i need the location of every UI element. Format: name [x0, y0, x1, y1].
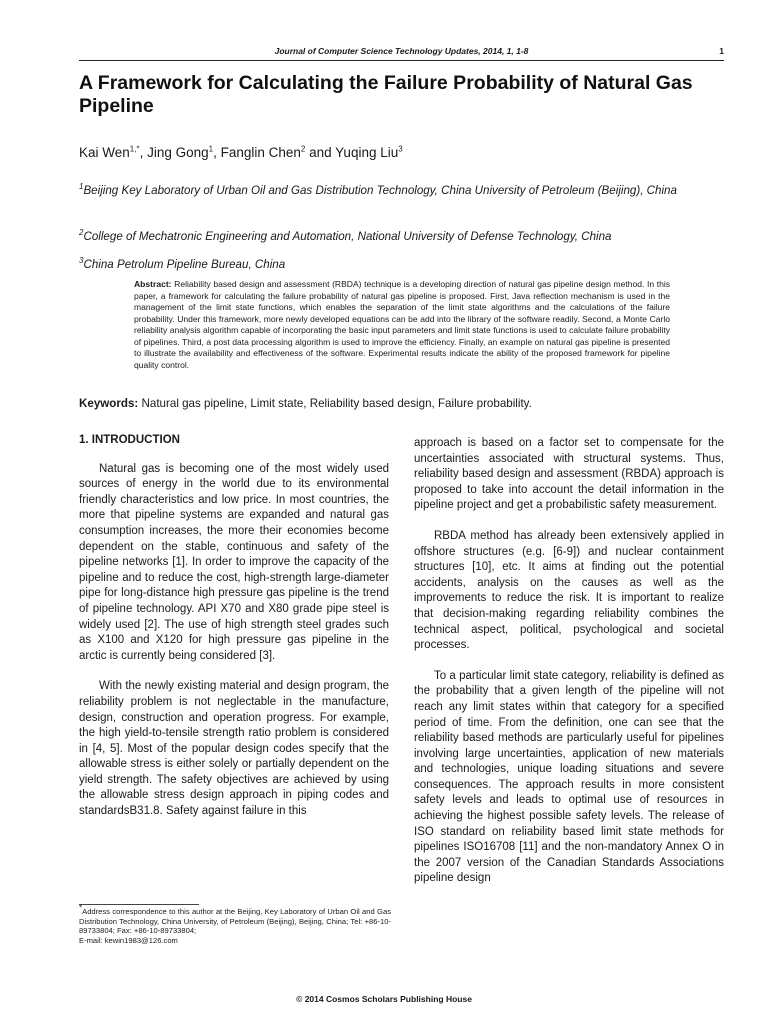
footnote-rule: [79, 904, 199, 905]
author-separator: ,: [213, 145, 221, 160]
affiliation-3: [79, 257, 724, 273]
journal-citation: Journal of Computer Science Technology Updates, 2014, 1, 1-8: [274, 46, 529, 56]
keywords: [79, 397, 532, 410]
affiliation-number: 3: [79, 256, 84, 266]
paper-title: A Framework for Calculating the Failure Probability of Natural Gas Pipeline: [79, 72, 693, 117]
author-affiliation-mark: 2: [300, 144, 306, 154]
author-affiliation-mark: 1,*: [129, 144, 140, 154]
running-header: [79, 44, 724, 61]
abstract-text: Reliability based design and assessment (RBDA) technique is a developing direction of natural gas pipeline design method. In this paper, a framework for calculating the failure probability of natural gas pipeline is proposed. First, Java reflection mechanism is used in the management of the limit state functions, which enables the separation of the limit state algorithms and the calculations of the failure probability. Under this framework, more newly developed equations can be add into the library of the software readily. Second, a Monte Carlo reliability analysis algorithm capable of incorporating the basic input parameters and limit state functions is used to calculate failure probability of pipelines. Third, a post data processing algorithm is used to improve the efficiency. Finally, an example on natural gas pipeline is presented to illustrate the availability and effectiveness of the software. Experimental results indicate the ability of the proposed framework for pipeline quality control.: [134, 279, 671, 370]
section-heading: 1. INTRODUCTION: [79, 434, 180, 446]
keywords-text: Natural gas pipeline, Limit state, Reliability based design, Failure probability.: [141, 397, 532, 410]
paragraph: With the newly existing material and design program, the reliability problem is not neglectable in the manufacture, design, construction and operation progress. For example, the high yield-to-tensile strength ratio problem is considered in [4, 5]. Most of the popular design codes specify that the allowable stress is either solely or partially dependent on the yield strength. The safety objectives are achieved by using the allowable stress design approach in piping codes and standardsB31.8. Safety against failure in this: [79, 680, 389, 818]
affiliation-1: [79, 183, 724, 199]
paragraph: Natural gas is becoming one of the most widely used sources of energy in the world due to its environmental friendly characteristics and low price. In most countries, the more that pipeline systems are expanded and natural gas consumption increases, the more their economies become dependent on the stable, continuous and safety of the pipeline networks [1]. In order to improve the capacity of the pipeline and to reduce the cost, high-strength large-diameter pipe for long-distance high pressure gas pipeline is the trend of pipeline technology. API X70 and X80 grade pipe steel is widely used [2]. The use of high strength steel grades such as X100 and X120 for high pressure gas pipeline in the arctic is currently being considered [3].: [79, 462, 389, 662]
affiliation-text: College of Mechatronic Engineering and Automation, National University of Defense Technology, China: [83, 230, 612, 243]
footnote-email: E-mail: kewin1983@126.com: [79, 935, 178, 945]
footnote-line: *Address correspondence to this author at the Beijing, Key Laboratory of Urban Oil and Gas Distribution Technology, China University, of Petroleum (Beijing), Beijing, China; Tel: +86-10-89733804; Fax: +86-10-89733804;: [79, 903, 391, 935]
affiliation-text: Beijing Key Laboratory of Urban Oil and Gas Distribution Technology, China University of Petroleum (Beijing), China: [83, 184, 677, 197]
paragraph: To a particular limit state category, reliability is defined as the probability that a given length of the pipeline will not reach any limit states within that category for a specified period of time. From the definition, one can see that the reliability based methods are particularly useful for pipelines involving large uncertainties, application of new materials and technologies, unique loading situations and severe consequences. The approach results in more consistent safety levels and leads to optimal use of resources in achieving the highest possible safety levels. The release of ISO standard on reliability based limit state methods for pipelines ISO16708 [11] and the non-mandatory Annex O in the 2007 version of the Canadian Standards Associations pipeline design: [414, 669, 724, 885]
footnote-mark: *: [79, 903, 83, 913]
author-affiliation-mark: 1: [208, 144, 214, 154]
right-column: [414, 436, 724, 887]
author-name: Jing Gong: [147, 145, 209, 160]
left-column: [79, 433, 389, 820]
correspondence-footnote: [79, 903, 391, 945]
author-affiliation-mark: 3: [398, 144, 403, 154]
page-number: 1: [719, 46, 724, 56]
publisher-footer: © 2014 Cosmos Scholars Publishing House: [296, 994, 472, 1004]
affiliation-number: 1: [79, 182, 84, 192]
author-name: Yuqing Liu: [335, 145, 399, 160]
affiliation-2: [79, 229, 724, 245]
abstract-label: Abstract:: [134, 279, 172, 289]
paragraph: RBDA method has already been extensively applied in offshore structures (e.g. [6-9]) and nuclear containment structures [10], etc. It aims at finding out the potential accidents, analysis on the causes as well as the improvements to reduce the risk. It is important to realize that decision-making regarding reliability combines the technical aspect, political, psychological and societal processes.: [414, 529, 724, 652]
paragraph: approach is based on a factor set to compensate for the uncertainties associated with structural systems. Thus, reliability based design and assessment (RBDA) approach is proposed to take into account the detail information in the pipeline project and get a probabilistic safety measurement.: [414, 437, 724, 512]
author-separator: ,: [139, 145, 148, 160]
affiliation-text: China Petrolum Pipeline Bureau, China: [83, 258, 286, 271]
author-list: [79, 145, 403, 160]
affiliation-number: 2: [79, 228, 84, 238]
author-name: Fanglin Chen: [220, 145, 301, 160]
author-name: Kai Wen: [79, 145, 130, 160]
keywords-label: Keywords:: [79, 397, 139, 410]
author-separator: and: [305, 145, 336, 160]
abstract: [134, 279, 670, 371]
